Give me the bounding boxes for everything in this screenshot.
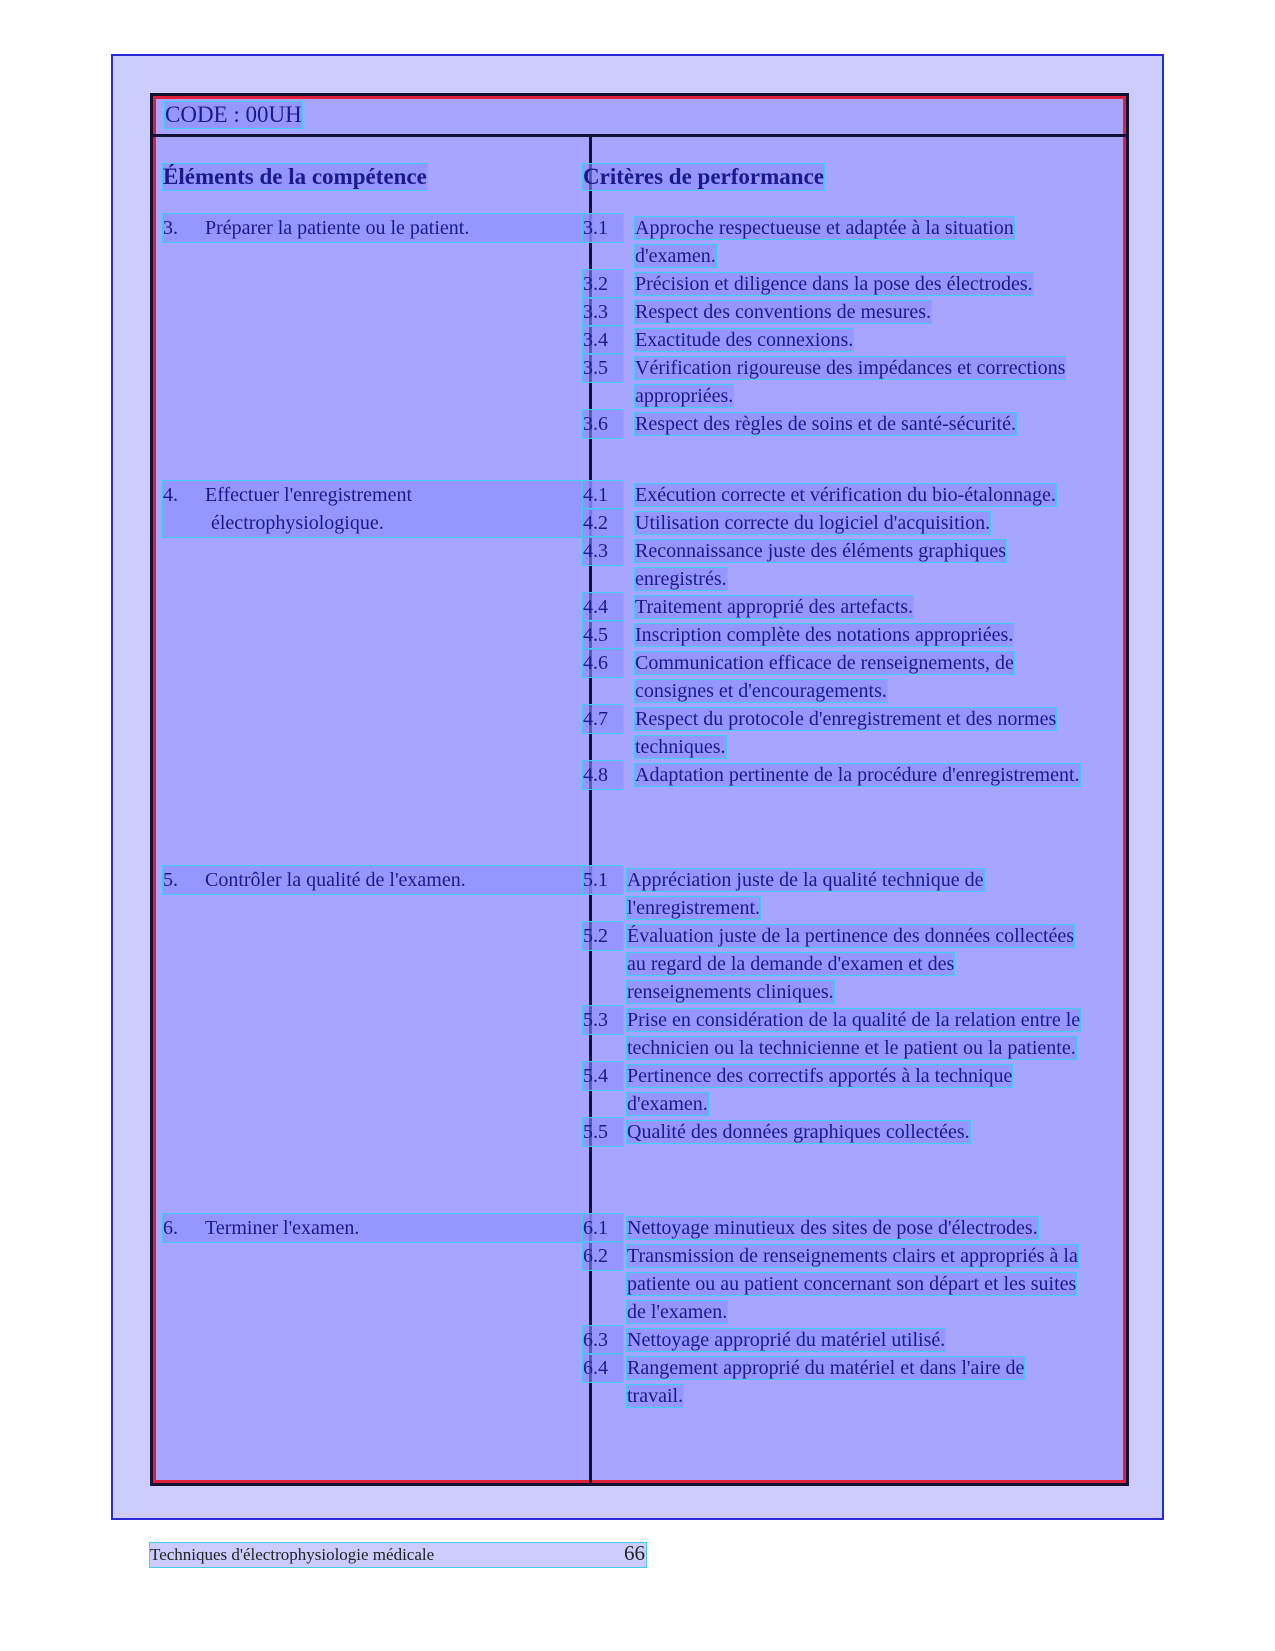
criterion-number: 5.3 bbox=[583, 1006, 623, 1034]
criterion-number: 5.1 bbox=[583, 866, 623, 894]
element-number: 3. bbox=[163, 217, 178, 239]
criterion-text: Qualité des données graphiques collectées. bbox=[627, 1121, 970, 1143]
criterion-text: Nettoyage minutieux des sites de pose d'électrodes. bbox=[627, 1217, 1038, 1239]
element-text: Contrôler la qualité de l'examen. bbox=[205, 869, 466, 891]
criterion-text: Traitement approprié des artefacts. bbox=[635, 596, 914, 618]
criterion-text: Vérification rigoureuse des impédances et corrections appropriées. bbox=[635, 357, 1066, 407]
criterion-item bbox=[583, 537, 1083, 593]
criterion-number: 5.5 bbox=[583, 1118, 623, 1146]
criterion-item bbox=[583, 761, 1083, 789]
criterion-text: Exécution correcte et vérification du bio-étalonnage. bbox=[635, 484, 1056, 506]
element-text: Effectuer l'enregistrement bbox=[205, 484, 413, 506]
criterion-number: 4.1 bbox=[583, 481, 623, 509]
criterion-number: 4.8 bbox=[583, 761, 623, 789]
criterion-number: 3.3 bbox=[583, 298, 623, 326]
criterion-number: 4.6 bbox=[583, 649, 623, 677]
criterion-item bbox=[583, 214, 1083, 270]
criterion-number: 4.4 bbox=[583, 593, 623, 621]
criterion-item bbox=[583, 922, 1083, 1006]
element-text: Terminer l'examen. bbox=[205, 1217, 360, 1239]
criterion-number: 3.4 bbox=[583, 326, 623, 354]
criterion-number: 4.3 bbox=[583, 537, 623, 565]
criterion-text: Communication efficace de renseignements, de consignes et d'encouragements. bbox=[635, 652, 1014, 702]
criterion-item bbox=[583, 593, 1083, 621]
element-text: Préparer la patiente ou le patient. bbox=[205, 217, 470, 239]
criteria-header: Critères de performance bbox=[583, 164, 824, 189]
criterion-item bbox=[583, 1326, 1083, 1354]
criterion-item bbox=[583, 509, 1083, 537]
criterion-text: Exactitude des connexions. bbox=[635, 329, 854, 351]
criterion-text: Adaptation pertinente de la procédure d'enregistrement. bbox=[635, 764, 1080, 786]
criterion-number: 5.4 bbox=[583, 1062, 623, 1090]
criterion-item bbox=[583, 866, 1083, 922]
criterion-text: Évaluation juste de la pertinence des données collectées au regard de la demande d'examen et des renseignements cliniques. bbox=[627, 925, 1075, 1003]
criterion-text: Inscription complète des notations appropriées. bbox=[635, 624, 1014, 646]
criterion-text: Respect du protocole d'enregistrement et des normes techniques. bbox=[635, 708, 1057, 758]
criterion-item bbox=[583, 326, 1083, 354]
element-item bbox=[163, 214, 593, 242]
criterion-number: 6.4 bbox=[583, 1354, 623, 1382]
criterion-number: 6.2 bbox=[583, 1242, 623, 1270]
page-footer bbox=[150, 1543, 646, 1567]
criteria-list bbox=[583, 1214, 1083, 1410]
criterion-item bbox=[583, 649, 1083, 705]
element-item bbox=[163, 866, 593, 894]
criterion-text: Respect des règles de soins et de santé-sécurité. bbox=[635, 413, 1016, 435]
criterion-text: Nettoyage approprié du matériel utilisé. bbox=[627, 1329, 946, 1351]
criterion-item bbox=[583, 1006, 1083, 1062]
criterion-item bbox=[583, 481, 1083, 509]
element-text-continued: électrophysiologique. bbox=[211, 512, 384, 534]
criterion-number: 6.1 bbox=[583, 1214, 623, 1242]
criterion-item bbox=[583, 270, 1083, 298]
element-item bbox=[163, 1214, 593, 1242]
criteria-list bbox=[583, 866, 1083, 1146]
criterion-number: 5.2 bbox=[583, 922, 623, 950]
criterion-text: Utilisation correcte du logiciel d'acquisition. bbox=[635, 512, 991, 534]
criterion-item bbox=[583, 1214, 1083, 1242]
criteria-list bbox=[583, 214, 1083, 438]
criterion-item bbox=[583, 298, 1083, 326]
elements-header: Éléments de la compétence bbox=[163, 164, 427, 189]
criterion-item bbox=[583, 1354, 1083, 1410]
criterion-number: 4.2 bbox=[583, 509, 623, 537]
code-label: CODE : 00UH bbox=[165, 102, 302, 127]
criterion-number: 4.7 bbox=[583, 705, 623, 733]
criterion-item bbox=[583, 1242, 1083, 1326]
criterion-number: 3.5 bbox=[583, 354, 623, 382]
criterion-item bbox=[583, 410, 1083, 438]
criterion-number: 3.2 bbox=[583, 270, 623, 298]
criterion-item bbox=[583, 705, 1083, 761]
criterion-text: Transmission de renseignements clairs et appropriés à la patiente ou au patient concernant son départ et les suites de l'examen. bbox=[627, 1245, 1078, 1323]
criterion-text: Précision et diligence dans la pose des électrodes. bbox=[635, 273, 1033, 295]
criterion-item bbox=[583, 621, 1083, 649]
footer-title: Techniques d'électrophysiologie médicale bbox=[150, 1545, 435, 1564]
element-number: 6. bbox=[163, 1217, 178, 1239]
element-number: 4. bbox=[163, 484, 178, 506]
criterion-text: Appréciation juste de la qualité technique de l'enregistrement. bbox=[627, 869, 984, 919]
page-number: 66 bbox=[624, 1541, 645, 1565]
element-item bbox=[163, 481, 593, 537]
criterion-text: Reconnaissance juste des éléments graphiques enregistrés. bbox=[635, 540, 1006, 590]
criterion-number: 6.3 bbox=[583, 1326, 623, 1354]
criterion-text: Prise en considération de la qualité de la relation entre le technicien ou la technicienne et le patient ou la patiente. bbox=[627, 1009, 1081, 1059]
criterion-number: 3.6 bbox=[583, 410, 623, 438]
criterion-text: Approche respectueuse et adaptée à la situation d'examen. bbox=[635, 217, 1014, 267]
criterion-item bbox=[583, 354, 1083, 410]
criteria-list bbox=[583, 481, 1083, 789]
criterion-number: 4.5 bbox=[583, 621, 623, 649]
criterion-item bbox=[583, 1062, 1083, 1118]
criterion-number: 3.1 bbox=[583, 214, 623, 242]
criterion-text: Rangement approprié du matériel et dans l'aire de travail. bbox=[627, 1357, 1025, 1407]
code-row bbox=[153, 96, 1126, 137]
competency-table bbox=[150, 93, 1129, 1486]
criterion-text: Respect des conventions de mesures. bbox=[635, 301, 932, 323]
criterion-item bbox=[583, 1118, 1083, 1146]
criterion-text: Pertinence des correctifs apportés à la technique d'examen. bbox=[627, 1065, 1013, 1115]
element-number: 5. bbox=[163, 869, 178, 891]
